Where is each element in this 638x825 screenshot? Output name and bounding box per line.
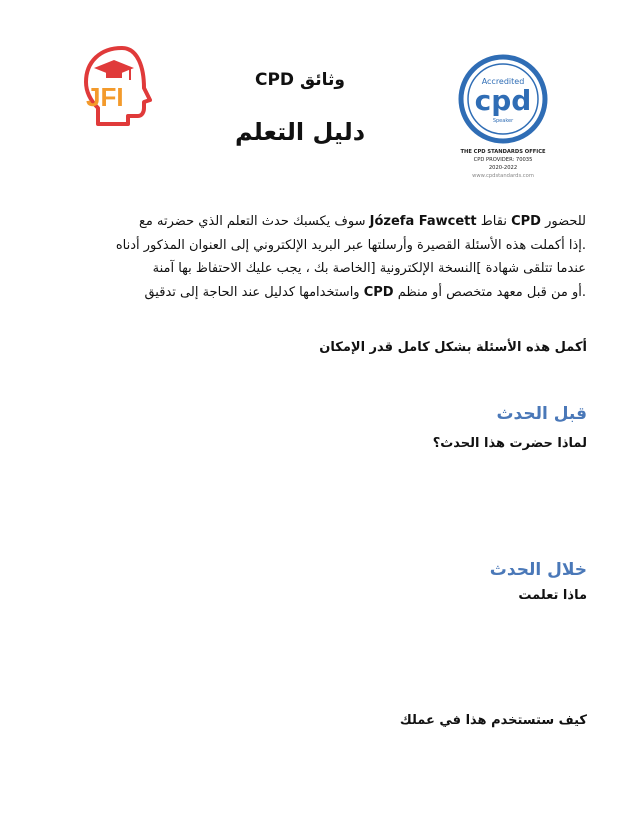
badge-footer-line: CPD PROVIDER: 70035 [473, 157, 533, 163]
intro-cpd: CPD [511, 214, 541, 229]
badge-footer-line: THE CPD STANDARDS OFFICE [460, 149, 546, 155]
intro-text: سوف يكسبك حدث التعلم الذي حضرته مع [139, 214, 370, 229]
badge-bottom-text: Speaker [492, 118, 514, 124]
intro-text: نقاط [476, 214, 512, 229]
intro-paragraph [80, 210, 586, 304]
logo-text: JFI [86, 82, 124, 112]
intro-text: واستخدامها كدليل عند الحاجة إلى تدقيق [144, 284, 364, 300]
badge-footer-line: www.cpdstandards.com [472, 173, 534, 179]
question-what-learned: ماذا تعلمت [518, 588, 587, 603]
intro-text: .أو من قبل معهد متخصص أو منظم [393, 284, 586, 300]
attendee-name: Józefa Fawcett [369, 214, 477, 229]
question-how-use: كيف ستستخدم هذا في عملك [399, 713, 587, 728]
doc-kind: CPD وثائق [254, 70, 345, 90]
graduation-cap-icon [94, 60, 134, 80]
intro-line-4 [80, 281, 586, 305]
badge-top-text: Accredited [481, 77, 525, 86]
badge-main-text: cpd [474, 84, 532, 117]
intro-line-3: عندما تتلقى شهادة ]النسخة الإلكترونية [الخاصة بك ، يجب عليك الاحتفاظ بها آمنة [152, 261, 586, 276]
jfi-logo [72, 40, 162, 130]
intro-text: للحضور [540, 214, 586, 229]
question-why-attend: لماذا حضرت هذا الحدث؟ [432, 436, 587, 451]
intro-line-2: .إذا أكملت هذه الأسئلة القصيرة وأرسلتها عبر البريد الإلكتروني إلى العنوان المذكور أدناه [115, 237, 586, 253]
instructions-text: أكمل هذه الأسئلة بشكل كامل قدر الإمكان [319, 340, 587, 355]
section-title-during: خلال الحدث [489, 560, 587, 580]
page-title: دليل التعلم [234, 118, 366, 146]
cpd-badge-footer [440, 148, 566, 180]
intro-line-1 [80, 210, 586, 234]
intro-cpd: CPD [363, 284, 394, 300]
badge-footer-line: 2020-2022 [488, 165, 518, 171]
section-title-before: قبل الحدث [496, 404, 587, 424]
